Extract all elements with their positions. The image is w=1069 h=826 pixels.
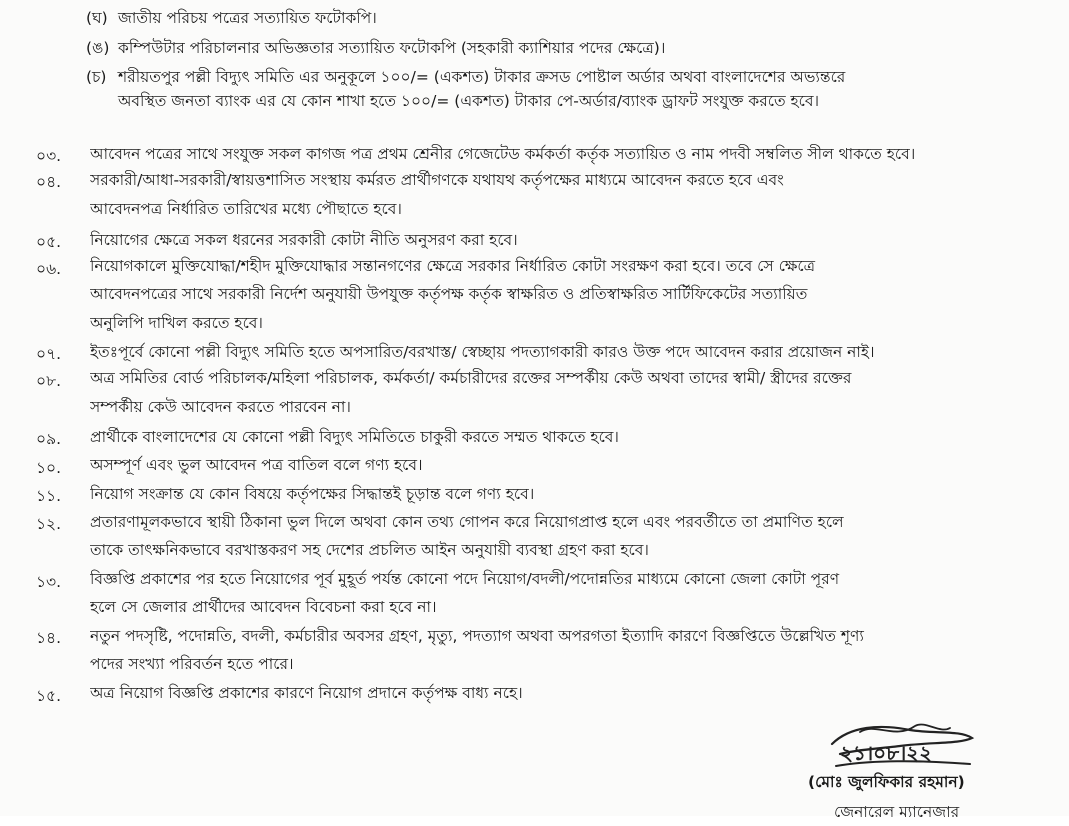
item-line: বিজ্ঞপ্তি প্রকাশের পর হতে নিয়োগের পূর্ব মুহূর্ত পর্যন্ত কোনো পদে নিয়োগ/বদলী/পদোন্নতির মাধ্যমে কোনো জেলা কোটা পূরণ bbox=[90, 570, 840, 588]
item-line: আবেদনপত্রের সাথে সরকারী নির্দেশ অনুযায়ী উপযুক্ত কর্তৃপক্ষ কর্তৃক স্বাক্ষরিত ও প্রতিস্বাক্ষরিত সার্টিফিকেটের সত্যায়িত bbox=[90, 285, 808, 303]
item-number: ০৯. bbox=[36, 430, 62, 448]
item-line: অনুলিপি দাখিল করতে হবে। bbox=[90, 314, 263, 332]
sub-item-cha-continuation: অবস্থিত জনতা ব্যাংক এর যে কোন শাখা হতে ১০০/= (একশত) টাকার পে-অর্ডার/ব্যাংক ড্রাফট সংযুক্ত করতে হবে। bbox=[118, 92, 820, 110]
sub-item-gha bbox=[86, 8, 1026, 29]
signatory-title: জেনারেল ম্যানেজার bbox=[834, 803, 960, 821]
item-number: ১৪. bbox=[36, 629, 62, 647]
sub-item-text: কম্পিউটার পরিচালনার অভিজ্ঞতার সত্যায়িত ফটোকপি (সহকারী ক্যাশিয়ার পদের ক্ষেত্রে)। bbox=[118, 39, 666, 57]
item-number: ১৫. bbox=[36, 687, 62, 705]
item-line: আবেদন পত্রের সাথে সংযুক্ত সকল কাগজ পত্র প্রথম শ্রেনীর গেজেটেড কর্মকর্তা কর্তৃক সত্যায়িত ও নাম পদবী সম্বলিত সীল থাকতে হবে। bbox=[90, 145, 916, 163]
item-number: ১১. bbox=[36, 487, 62, 505]
item-number: ০৭. bbox=[36, 345, 62, 363]
item-number: ০৮. bbox=[36, 372, 62, 390]
sub-item-umo bbox=[86, 38, 1026, 59]
item-line: অসম্পূর্ণ এবং ভুল আবেদন পত্র বাতিল বলে গণ্য হবে। bbox=[90, 456, 423, 474]
item-line: নতুন পদসৃষ্টি, পদোন্নতি, বদলী, কর্মচারীর অবসর গ্রহণ, মৃত্যু, পদত্যাগ অথবা অপরগতা ইত্যাদি কারণে বিজ্ঞপ্তিতে উল্লেখিত শূণ্য bbox=[90, 627, 864, 645]
sub-item-marker: (ঙ) bbox=[86, 39, 110, 57]
item-line: আবেদনপত্র নির্ধারিত তারিখের মধ্যে পৌছাতে হবে। bbox=[90, 200, 402, 218]
item-number: ০৪. bbox=[36, 173, 62, 191]
item-number: ০৫. bbox=[36, 233, 62, 251]
sub-item-cha bbox=[86, 67, 1026, 88]
item-line: নিয়োগ সংক্রান্ত যে কোন বিষয়ে কর্তৃপক্ষের সিদ্ধান্তই চূড়ান্ত বলে গণ্য হবে। bbox=[90, 485, 535, 503]
sub-item-text: শরীয়তপুর পল্লী বিদ্যুৎ সমিতি এর অনুকূলে ১০০/= (একশত) টাকার ক্রসড পোষ্টাল অর্ডার অথবা বাংলাদেশের অভ্যন্তরে bbox=[118, 68, 846, 86]
item-line: সরকারী/আধা-সরকারী/স্বায়ত্তশাসিত সংস্থায় কর্মরত প্রার্থীগণকে যথাযথ কর্তৃপক্ষের মাধ্যমে আবেদন করতে হবে এবং bbox=[90, 171, 784, 189]
item-line: হলে সে জেলার প্রার্থীদের আবেদন বিবেচনা করা হবে না। bbox=[90, 598, 437, 616]
sub-item-text: জাতীয় পরিচয় পত্রের সত্যায়িত ফটোকপি। bbox=[118, 9, 377, 27]
sub-item-marker: (চ) bbox=[86, 68, 107, 86]
signatory-name: (মোঃ জুলফিকার রহমান) bbox=[808, 773, 965, 791]
item-number: ০৩. bbox=[36, 147, 62, 165]
item-line: পদের সংখ্যা পরিবর্তন হতে পারে। bbox=[90, 655, 294, 673]
item-line: অত্র সমিতির বোর্ড পরিচালক/মহিলা পরিচালক, কর্মকর্তা/ কর্মচারীদের রক্তের সম্পর্কীয় কেউ অথবা তাদের স্বামী/ স্ত্রীদের রক্তের bbox=[90, 369, 852, 387]
item-number: ১২. bbox=[36, 515, 62, 533]
item-number: ১০. bbox=[36, 459, 62, 477]
item-line: ইতঃপূর্বে কোনো পল্লী বিদ্যুৎ সমিতি হতে অপসারিত/বরখাস্ত/ স্বেচ্ছায় পদত্যাগকারী কারও উক্ত পদে আবেদন করার প্রয়োজন নাই। bbox=[90, 343, 875, 361]
item-line: প্রতারণামূলকভাবে স্থায়ী ঠিকানা ভুল দিলে অথবা কোন তথ্য গোপন করে নিয়োগপ্রাপ্ত হলে এবং পরবর্তীতে তা প্রমাণিত হলে bbox=[90, 513, 844, 531]
signature-date: ২১।০৮।২২ bbox=[840, 741, 933, 765]
item-number: ১৩. bbox=[36, 573, 62, 591]
sub-item-marker: (ঘ) bbox=[86, 9, 108, 27]
item-line: অত্র নিয়োগ বিজ্ঞপ্তি প্রকাশের কারণে নিয়োগ প্রদানে কর্তৃপক্ষ বাধ্য নহে। bbox=[90, 684, 523, 702]
item-line: নিয়োগকালে মুক্তিযোদ্ধা/শহীদ মুক্তিযোদ্ধার সন্তানগণের ক্ষেত্রে সরকার নির্ধারিত কোটা সংরক্ষণ করা হবে। তবে সে ক্ষেত্রে bbox=[90, 257, 816, 275]
item-line: প্রার্থীকে বাংলাদেশের যে কোনো পল্লী বিদ্যুৎ সমিতিতে চাকুরী করতে সম্মত থাকতে হবে। bbox=[90, 428, 619, 446]
item-line: সম্পর্কীয় কেউ আবেদন করতে পারবেন না। bbox=[90, 398, 351, 416]
item-line: নিয়োগের ক্ষেত্রে সকল ধরনের সরকারী কোটা নীতি অনুসরণ করা হবে। bbox=[90, 231, 518, 249]
item-line: তাকে তাৎক্ষনিকভাবে বরখাস্তকরণ সহ দেশের প্রচলিত আইন অনুযায়ী ব্যবস্থা গ্রহণ করা হবে। bbox=[90, 541, 649, 559]
item-number: ০৬. bbox=[36, 260, 62, 278]
